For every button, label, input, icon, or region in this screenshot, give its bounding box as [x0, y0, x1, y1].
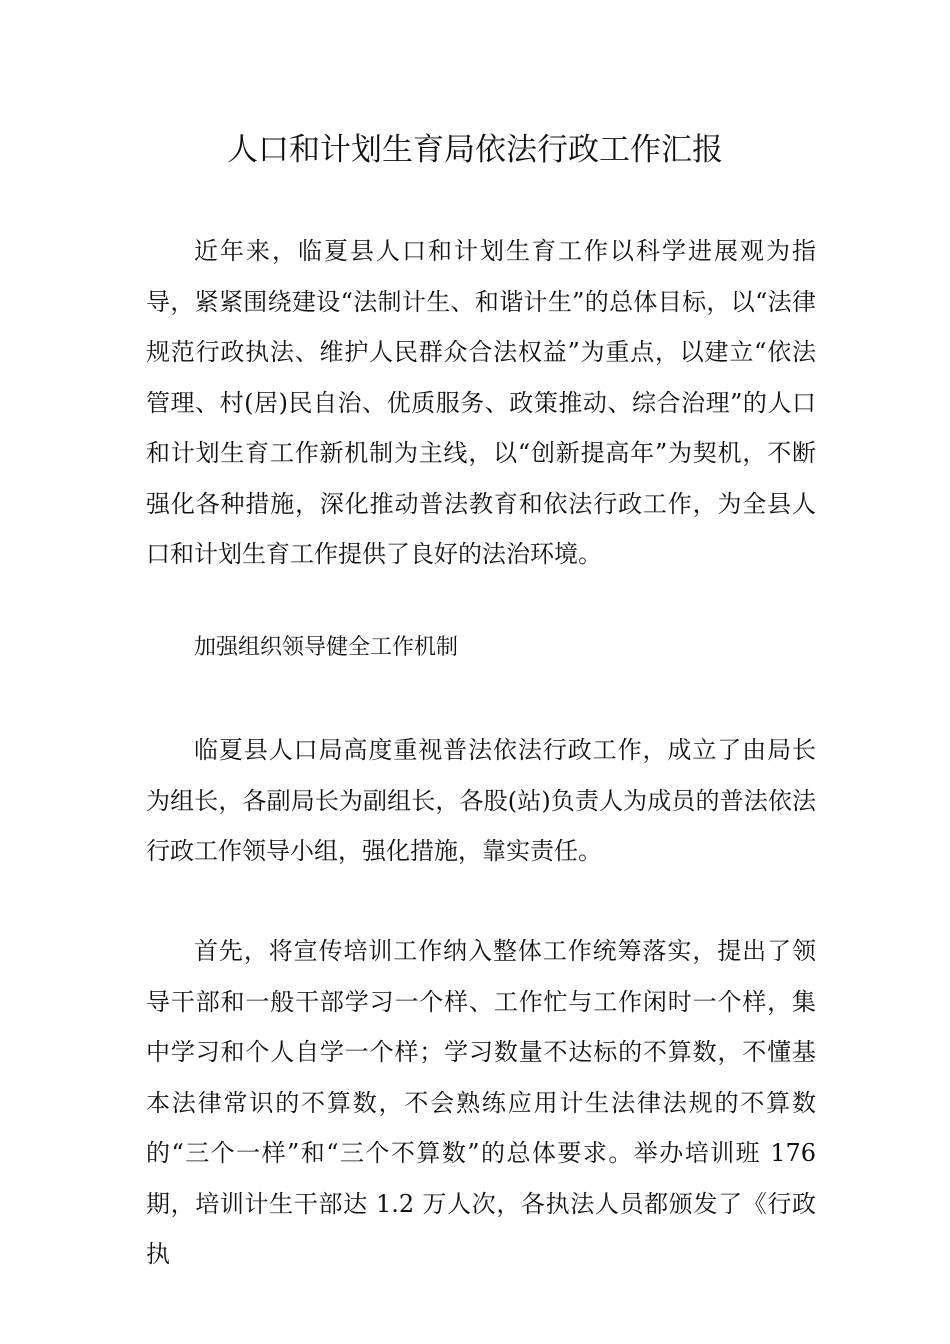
body-paragraph: 临夏县人口局高度重视普法依法行政工作，成立了由局长为组长，各副局长为副组长，各股(站)负责人为成员的普法依法行政工作领导小组，强化措施，靠实责任。: [146, 736, 816, 865]
body-paragraph: 首先，将宣传培训工作纳入整体工作统筹落实，提出了领导干部和一般干部学习一个样、工作忙与工作闲时一个样，集中学习和个人自学一个样；学习数量不达标的不算数，不懂基本法律常识的不算数，不会熟练应用计生法律法规的不算数的“三个一样”和“三个不算数”的总体要求。举办培训班 176 期，培训计生干部达 1.2 万人次，各执法人员都颁发了《行政执: [146, 937, 816, 1268]
document-title: 人口和计划生育局依法行政工作汇报: [227, 132, 723, 168]
body-paragraph: 近年来，临夏县人口和计划生育工作以科学进展观为指导，紧紧围绕建设“法制计生、和谐计生”的总体目标，以“法律规范行政执法、维护人民群众合法权益”为重点，以建立“依法管理、村(居)民自治、优质服务、政策推动、综合治理”的人口和计划生育工作新机制为主线，以“创新提高年”为契机，不断强化各种措施，深化推动普法教育和依法行政工作，为全县人口和计划生育工作提供了良好的法治环境。: [146, 237, 816, 568]
section-heading: 加强组织领导健全工作机制: [194, 635, 459, 660]
